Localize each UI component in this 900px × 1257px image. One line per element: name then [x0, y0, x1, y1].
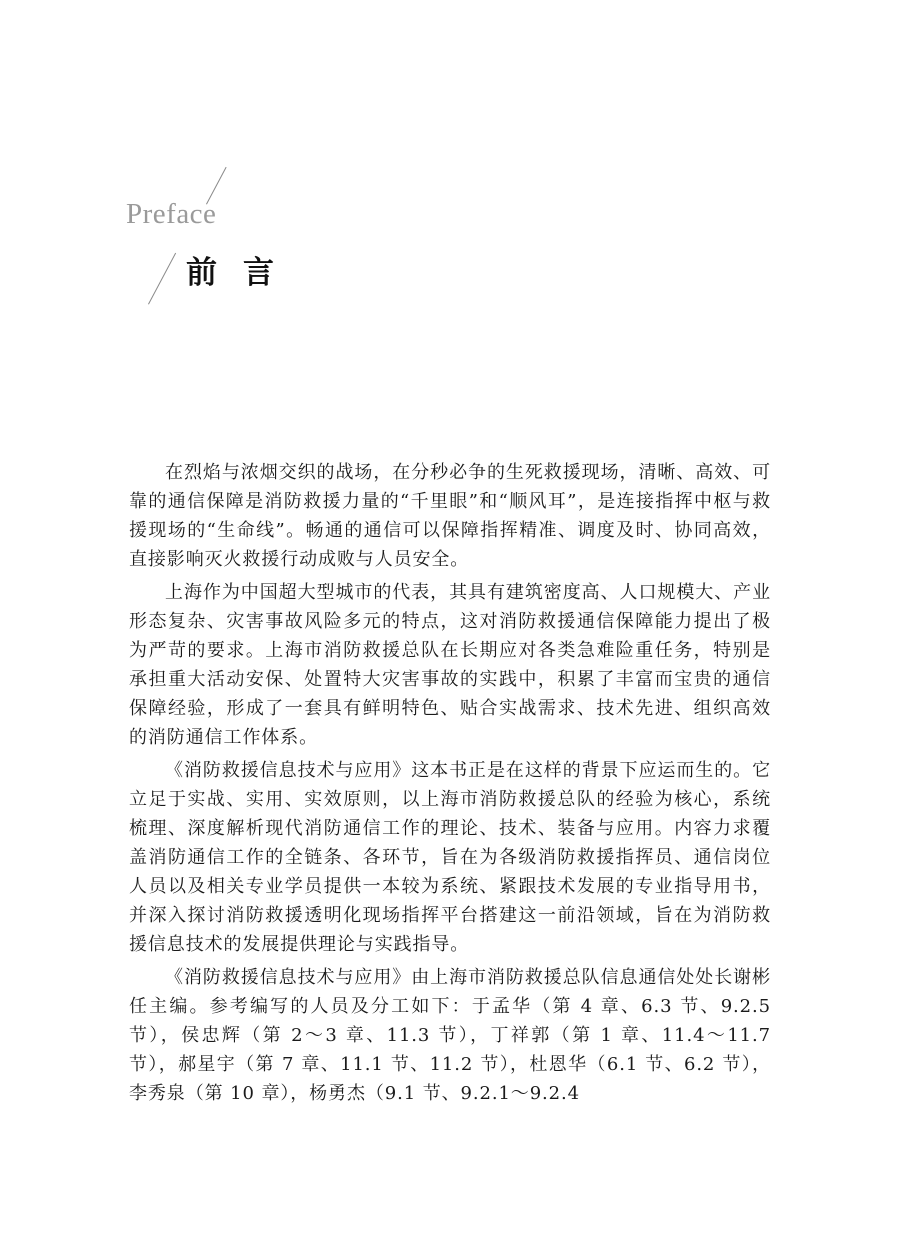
paragraph-2: 上海作为中国超大型城市的代表，其具有建筑密度高、人口规模大、产业形态复杂、灾害事故风险多元的特点，这对消防救援通信保障能力提出了极为严苛的要求。上海市消防救援总队在长期应对各类急难险重任务，特别是承担重大活动安保、处置特大灾害事故的实践中，积累了丰富而宝贵的通信保障经验，形成了一套具有鲜明特色、贴合实战需求、技术先进、组织高效的消防通信工作体系。 — [129, 582, 771, 748]
preface-body — [129, 458, 771, 1112]
title-english: Preface — [126, 198, 217, 230]
paragraph-3: 《消防救援信息技术与应用》这本书正是在这样的背景下应运而生的。它立足于实战、实用、实效原则，以上海市消防救援总队的经验为核心，系统梳理、深度解析现代消防通信工作的理论、技术、装备与应用。内容力求覆盖消防通信工作的全链条、各环节，旨在为各级消防救援指挥员、通信岗位人员以及相关专业学员提供一本较为系统、紧跟技术发展的专业指导用书，并深入探讨消防救援透明化现场指挥平台搭建这一前沿领域，旨在为消防救援信息技术的发展提供理论与实践指导。 — [129, 760, 771, 955]
paragraph-1: 在烈焰与浓烟交织的战场，在分秒必争的生死救援现场，清晰、高效、可靠的通信保障是消防救援力量的“千里眼”和“顺风耳”，是连接指挥中枢与救援现场的“生命线”。畅通的通信可以保障指挥精准、调度及时、协同高效，直接影响灭火救援行动成败与人员安全。 — [129, 462, 771, 570]
paragraph-4: 《消防救援信息技术与应用》由上海市消防救援总队信息通信处处长谢彬任主编。参考编写的人员及分工如下：于孟华（第 4 章、6.3 节、9.2.5 节），侯忠辉（第 2～3 章、11.3 节），丁祥郭（第 1 章、11.4～11.7 节），郝星宇（第 7 章、11.1 节、11.2 节），杜恩华（6.1 节、6.2 节），李秀泉（第 10 章），杨勇杰（9.1 节、9.2.1～9.2.4 — [129, 967, 771, 1104]
decorative-slash-bottom — [148, 253, 176, 305]
title-chinese: 前言 — [186, 255, 300, 291]
chapter-header — [120, 150, 420, 310]
